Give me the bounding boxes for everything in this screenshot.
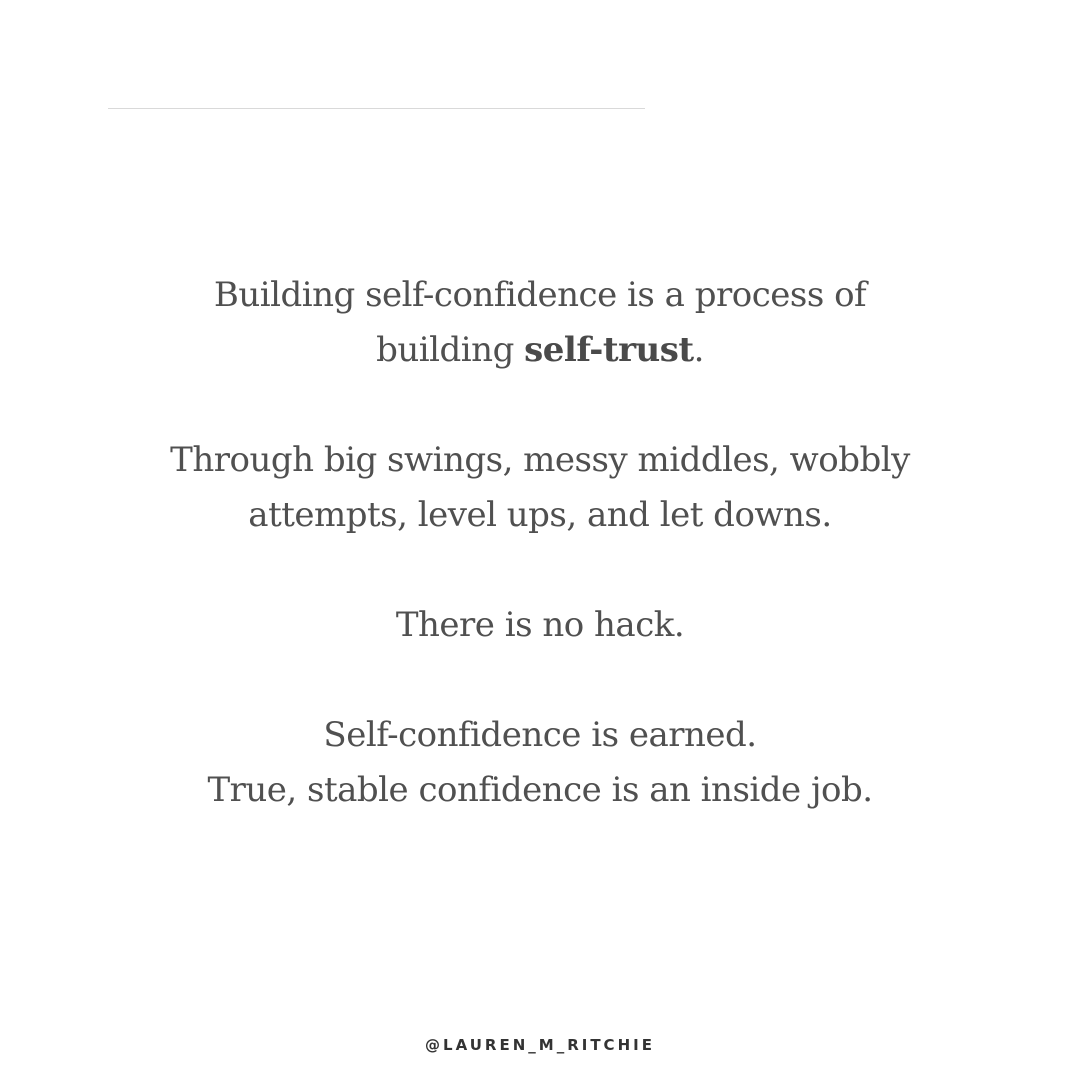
quote-line <box>0 323 1080 378</box>
author-handle: @LAUREN_M_RITCHIE <box>425 1036 655 1054</box>
paragraph-gap <box>0 378 1080 433</box>
quote-line: Self-confidence is earned. <box>323 715 757 755</box>
quote-line: Through big swings, messy middles, wobbly <box>170 440 910 480</box>
quote-line: attempts, level ups, and let downs. <box>248 495 832 535</box>
top-divider <box>108 108 645 109</box>
quote-text: . <box>693 330 704 370</box>
quote-line: There is no hack. <box>395 605 685 645</box>
paragraph-gap <box>0 543 1080 598</box>
quote-text-block <box>0 268 1080 818</box>
quote-emphasis: self-trust <box>524 330 694 370</box>
quote-text: building <box>376 330 525 370</box>
quote-line: Building self-confidence is a process of <box>213 275 867 315</box>
paragraph-gap <box>0 653 1080 708</box>
quote-line: True, stable confidence is an inside job. <box>207 770 873 810</box>
